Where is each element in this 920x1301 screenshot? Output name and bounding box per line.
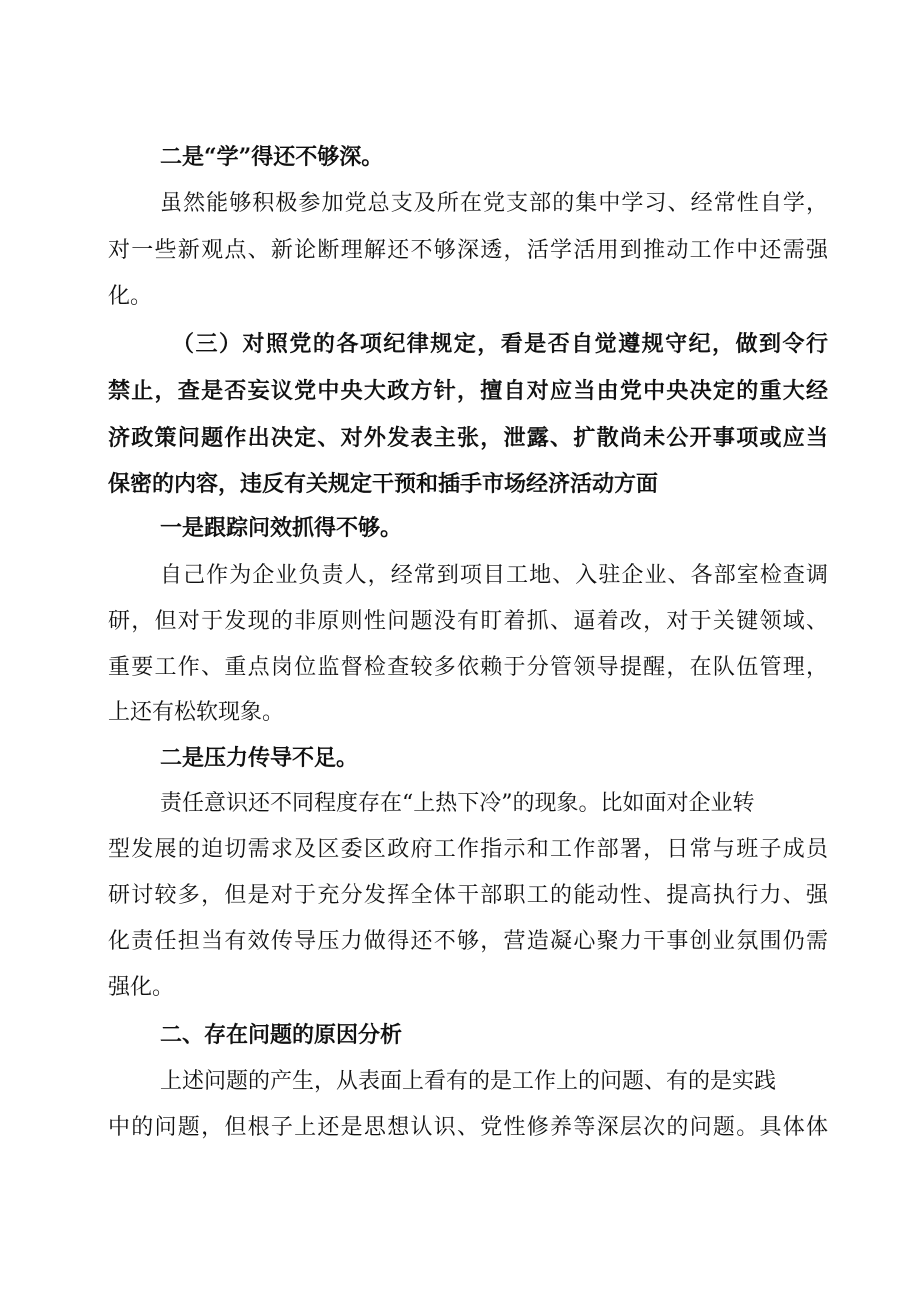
text-line: 中的问题，但根子上还是思想认识、党性修养等深层次的问题。具体体 [108, 1115, 828, 1140]
text-line: 自己作为企业负责人，经常到项目工地、入驻企业、各部室检查调 [160, 563, 828, 588]
text-line: 上述问题的产生，从表面上看有的是工作上的问题、有的是实践 [160, 1069, 777, 1094]
section-heading-line: 二、存在问题的原因分析 [160, 1022, 403, 1048]
text-line: 一是跟踪问效抓得不够。 [160, 515, 403, 541]
text-line: 研，但对于发现的非原则性问题没有盯着抓、逼着改，对于关键领域、 [108, 609, 828, 634]
text-line: 责任意识还不同程度存在“上热下冷”的现象。比如面对企业转 [160, 791, 755, 816]
section-heading-line: 济政策问题作出决定、对外发表主张，泄露、扩散尚未公开事项或应当 [108, 425, 828, 451]
text-line: 强化。 [108, 975, 175, 1000]
text-line: 对一些新观点、新论断理解还不够深透，活学活用到推动工作中还需强 [108, 238, 828, 263]
text-line: 二是“学”得还不够深。 [160, 144, 384, 170]
text-line: 重要工作、重点岗位监督检查较多依赖于分管领导提醒，在队伍管理， [108, 655, 828, 680]
text-line: 化。 [108, 284, 153, 309]
section-heading-line: 保密的内容，违反有关规定干预和插手市场经济活动方面 [108, 471, 659, 497]
text-line: 研讨较多，但是对于充分发挥全体干部职工的能动性、提高执行力、强 [108, 883, 828, 908]
section-heading-line: 禁止，查是否妄议党中央大政方针，擅自对应当由党中央决定的重大经 [108, 378, 828, 404]
text-line: 型发展的迫切需求及区委区政府工作指示和工作部署，日常与班子成员 [108, 837, 828, 862]
section-heading-line: （三）对照党的各项纪律规定，看是否自觉遵规守纪，做到令行 [172, 331, 828, 357]
text-line: 二是压力传导不足。 [160, 745, 359, 771]
text-line: 上还有松软现象。 [108, 700, 285, 725]
text-line: 化责任担当有效传导压力做得还不够，营造凝心聚力干事创业氛围仍需 [108, 929, 828, 954]
text-line: 虽然能够积极参加党总支及所在党支部的集中学习、经常性自学， [160, 191, 828, 216]
